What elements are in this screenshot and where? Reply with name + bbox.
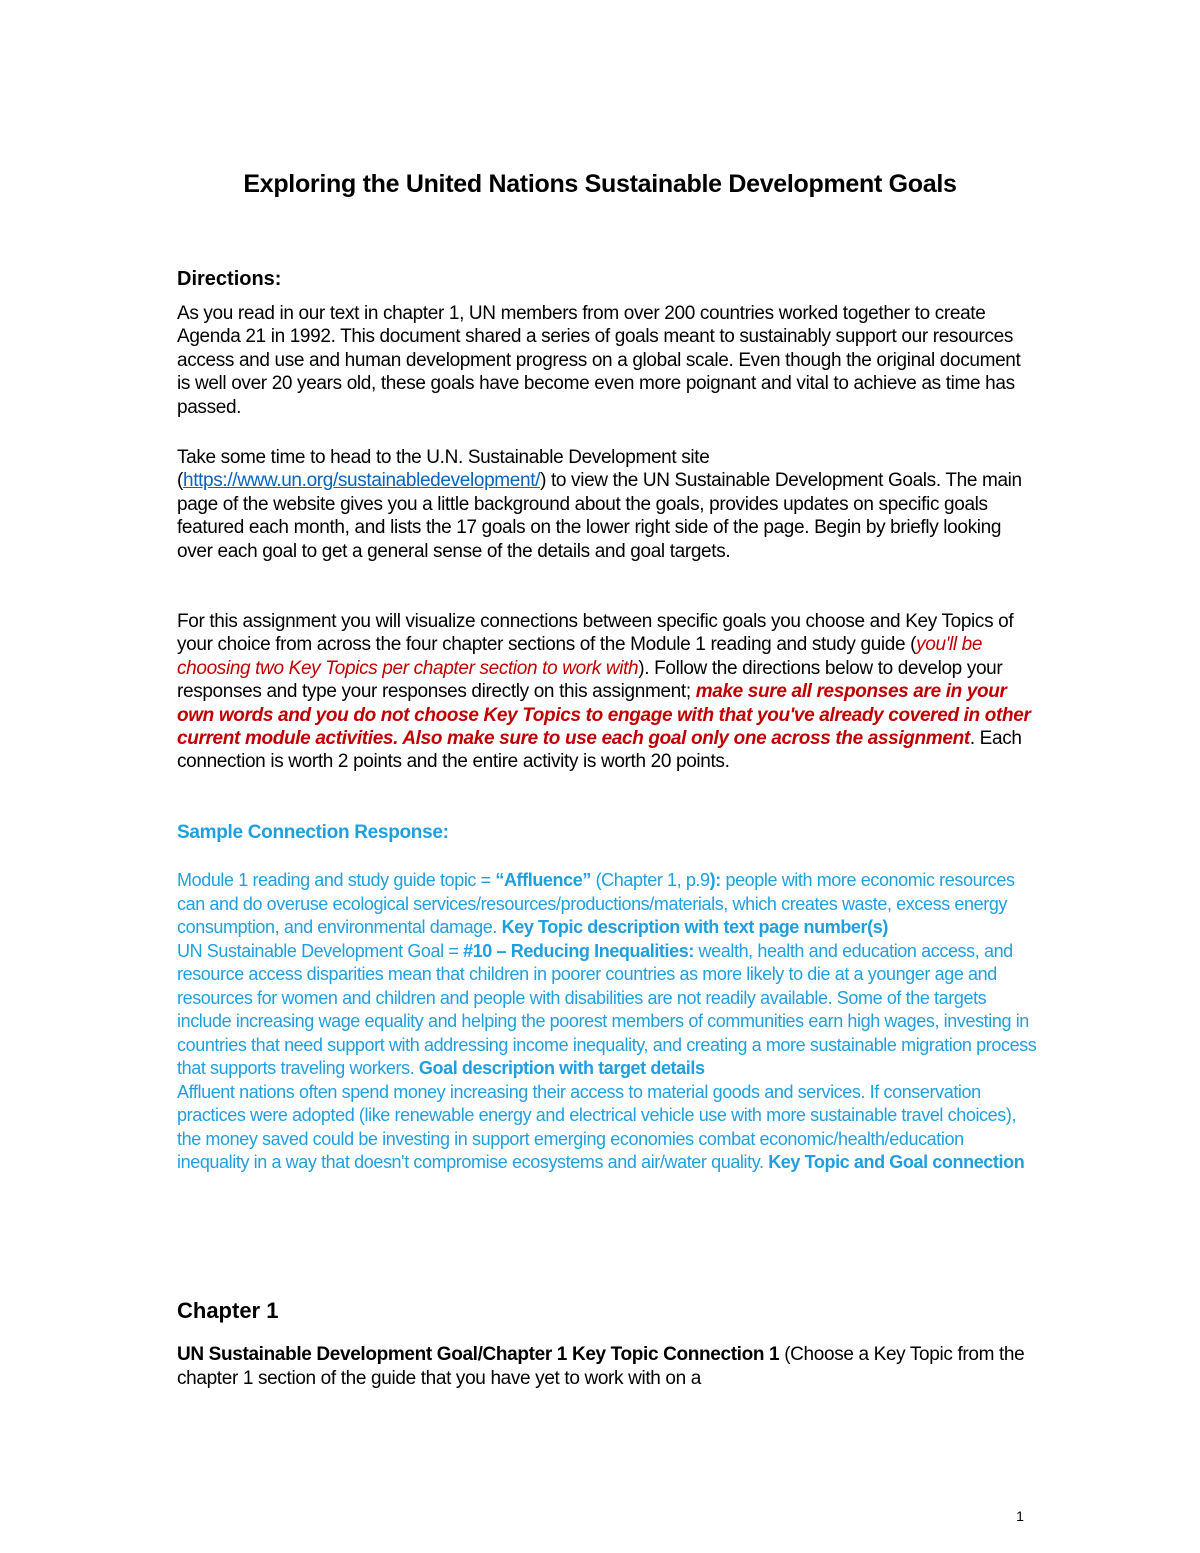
document-title: Exploring the United Nations Sustainable Development Goals: [243, 170, 957, 198]
sample-topic-ref-close: ):: [709, 870, 726, 890]
sample-goal-label: Goal description with target details: [418, 1058, 705, 1078]
site-paragraph: [177, 446, 1037, 563]
sample-response: [177, 869, 1037, 1175]
sample-topic-name: “Affluence”: [495, 870, 591, 890]
sample-connection-text: Affluent nations often spend money increasing their access to material goods and services. If conservation practices were adopted (like renewable energy and electrical vehicle use with more sustainable travel choices), the money saved could be investing in support emerging economies combat economic/health/education inequality in a way that doesn't compromise ecosystems and air/water quality.: [177, 1081, 1017, 1172]
key-topics-note: you'll be choosing two Key Topics per chapter section to work with: [177, 634, 983, 679]
sample-topic-ref: Chapter 1, p.9: [601, 870, 710, 890]
intro-paragraph: As you read in our text in chapter 1, UN members from over 200 countries worked together to create Agenda 21 in 1992. This document shared a series of goals meant to sustainably support our resources access and use and human development progress on a global scale. Even though the original document is well over 20 years old, these goals have become even more poignant and vital to achieve as time has passed.: [177, 303, 1021, 418]
sample-goal-text: wealth, health and education access, and resource access disparities mean that children in poorer countries as more likely to die at a younger age and resources for women and children and people with disabilities are not readily available. Some of the targets include increasing wage equality and helping the poorest members of communities earn high wages, investing in countries that need support with addressing income inequality, and creating a more sustainable migration process that supports traveling workers.: [177, 940, 1037, 1078]
sample-topic-label: Key Topic description with text page number(s): [501, 917, 888, 937]
connection-1-title: UN Sustainable Development Goal/Chapter 1 Key Topic Connection 1: [177, 1344, 780, 1365]
site-paragraph-text: Take some time to head to the U.N. Sustainable Development site (: [177, 447, 710, 492]
assignment-text-3: . Each connection is worth 2 points and the entire activity is worth 20 points.: [177, 728, 1022, 773]
own-words-warning: make sure all responses are in your own words and you do not choose Key Topics to engage with that you've already covered in other current module activities. Also make sure to use each goal only one across the assignment: [177, 681, 1031, 750]
connection-1-instructions: (Choose a Key Topic from the chapter 1 section of the guide that you have yet to work with on a: [177, 1344, 1025, 1389]
sample-topic-prefix: Module 1 reading and study guide topic =: [177, 870, 496, 890]
page-number: 1: [1016, 1508, 1024, 1524]
sample-topic-text: people with more economic resources can and do overuse ecological services/resources/productions/materials, which creates waste, excess energy consumption, and environmental damage.: [177, 870, 1015, 937]
directions-heading: Directions:: [177, 268, 282, 290]
sample-connection-label: Key Topic and Goal connection: [768, 1152, 1025, 1172]
assignment-text-2: ). Follow the directions below to develop your responses and type your responses directly on this assignment;: [177, 657, 1003, 703]
sample-goal-prefix: UN Sustainable Development Goal =: [177, 940, 464, 961]
sample-topic-ref-open: (: [590, 870, 602, 890]
assignment-text-1: For this assignment you will visualize connections between specific goals you choose and Key Topics of your choice from across the four chapter sections of the Module 1 reading and study guide (: [177, 611, 1014, 656]
chapter-1-connection-prompt: [177, 1343, 1037, 1390]
assignment-paragraph: [177, 610, 1037, 774]
un-site-link[interactable]: https://www.un.org/sustainabledevelopment/: [182, 470, 541, 492]
sample-heading: Sample Connection Response:: [177, 822, 449, 843]
sample-goal-name: #10 – Reducing Inequalities:: [463, 940, 694, 961]
chapter-1-heading: Chapter 1: [177, 1298, 279, 1323]
site-paragraph-text-2: ) to view the UN Sustainable Development Goals. The main page of the website gives you a little background about the goals, provides updates on specific goals featured each month, and lists the 17 goals on the lower right side of the page. Begin by briefly looking over each goal to get a general sense of the details and goal targets.: [177, 470, 1022, 562]
